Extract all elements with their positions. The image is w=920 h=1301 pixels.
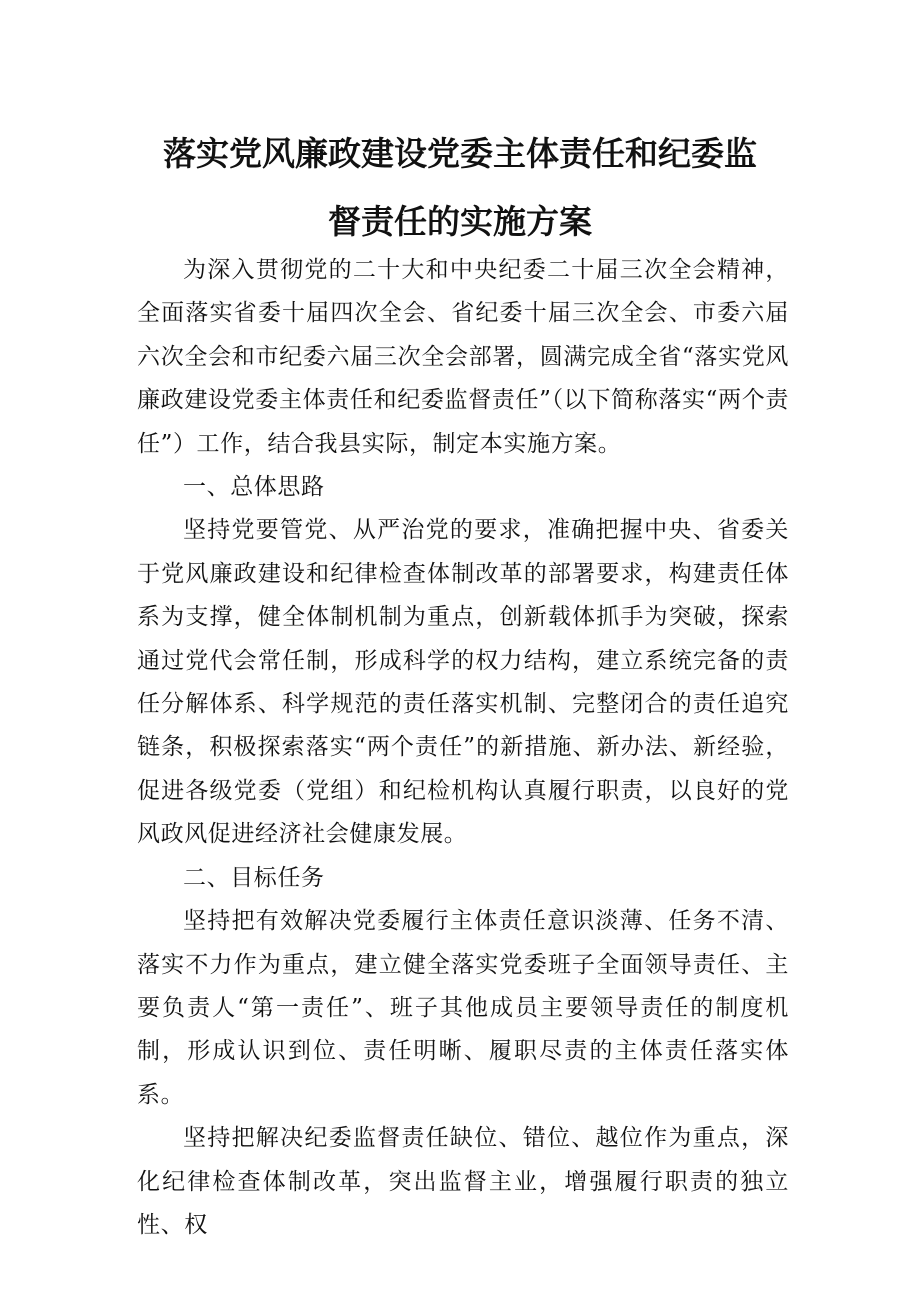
section-2-paragraph-1: 坚持把有效解决党委履行主体责任意识淡薄、任务不清、落实不力作为重点，建立健全落实党委班子全面领导责任、主要负责人“第一责任”、班子其他成员主要领导责任的制度机制，形成认识到位、责任明晰、履职尽责的主体责任落实体系。 bbox=[137, 908, 789, 1108]
section-1-heading: 一、总体思路 bbox=[183, 474, 325, 501]
document-title-line-2: 督责任的实施方案 bbox=[328, 202, 592, 241]
intro-paragraph: 为深入贯彻党的二十大和中央纪委二十届三次全会精神，全面落实省委十届四次全会、省纪委十届三次全会、市委六届六次全会和市纪委六届三次全会部署，圆满完成全省“落实党风廉政建设党委主体责任和纪委监督责任”（以下简称落实“两个责任”）工作，结合我县实际，制定本实施方案。 bbox=[137, 257, 789, 457]
section-2-paragraph-2: 坚持把解决纪委监督责任缺位、错位、越位作为重点，深化纪律检查体制改革，突出监督主业，增强履行职责的独立性、权 bbox=[137, 1125, 789, 1238]
section-2-heading: 二、目标任务 bbox=[183, 864, 325, 891]
document-title-line-1: 落实党风廉政建设党委主体责任和纪委监 bbox=[163, 134, 757, 173]
section-1-paragraph: 坚持党要管党、从严治党的要求，准确把握中央、省委关于党风廉政建设和纪律检查体制改革的部署要求，构建责任体系为支撑，健全体制机制为重点，创新载体抓手为突破，探索通过党代会常任制，形成科学的权力结构，建立系统完备的责任分解体系、科学规范的责任落实机制、完整闭合的责任追究链条，积极探索落实“两个责任”的新措施、新办法、新经验，促进各级党委（党组）和纪检机构认真履行职责，以良好的党风政风促进经济社会健康发展。 bbox=[137, 517, 789, 848]
document-body bbox=[137, 249, 789, 1247]
